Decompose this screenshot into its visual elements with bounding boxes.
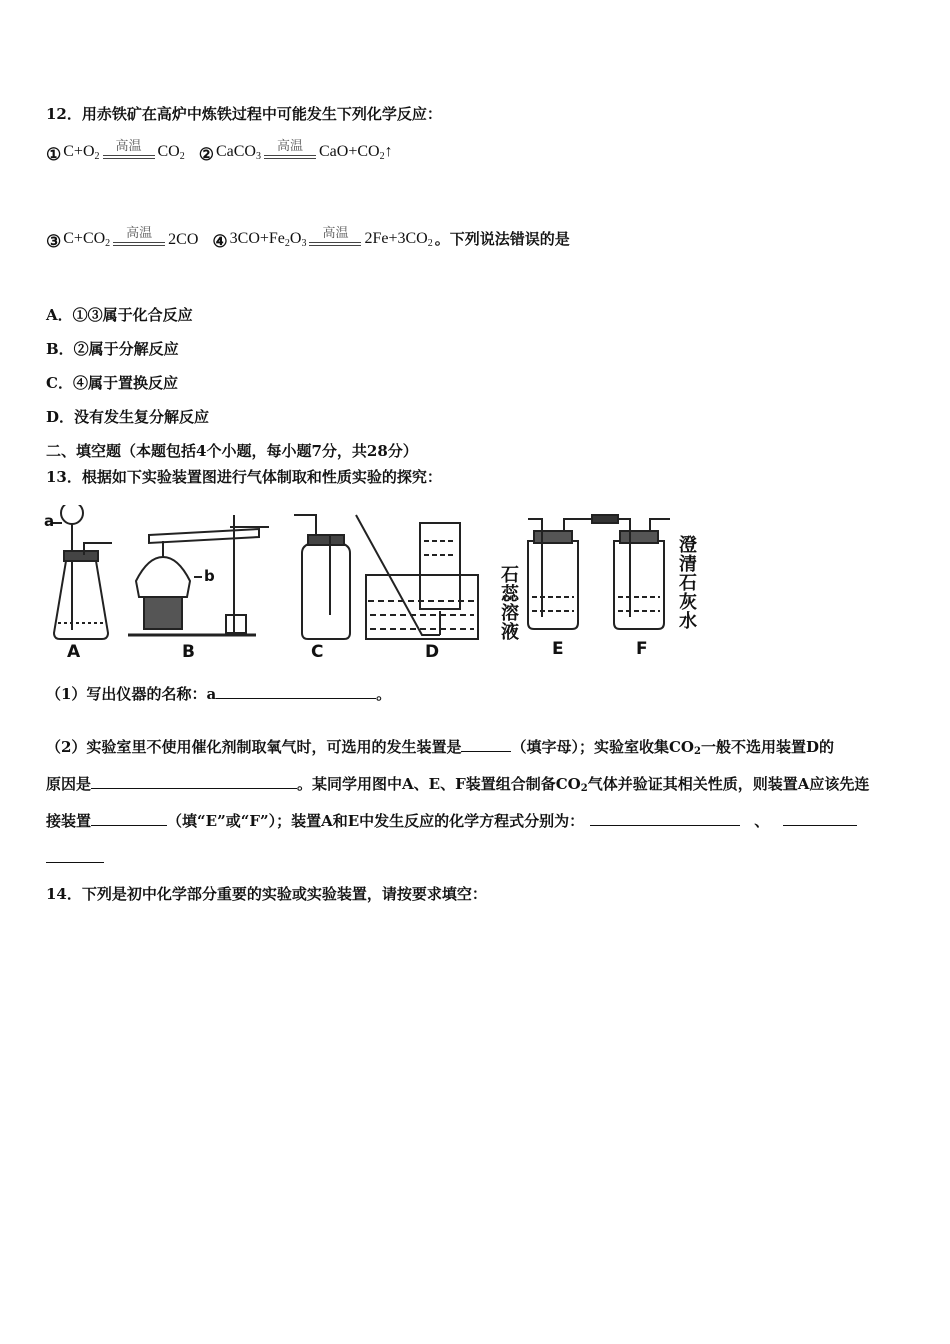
eq2-products: $CaO+CO_2↑$ [318, 143, 393, 162]
q13-stem: 13．根据如下实验装置图进行气体制取和性质实验的探究： [46, 468, 442, 486]
eq3-reactants: $C+CO_2$ [63, 230, 111, 249]
label-apparatus-f: F [636, 639, 648, 659]
eq2-condition: 高温 [264, 140, 316, 159]
eq4-products: $2Fe+3CO_2$ [364, 230, 433, 249]
eq4-condition: 高温 [309, 227, 361, 246]
blank-instrument-a[interactable] [216, 684, 376, 699]
option-a: A．①③属于化合反应 [46, 306, 193, 324]
label-instrument-b: b [204, 567, 215, 585]
q13-sub2-line1: （2）实验室里不使用催化剂制取氧气时，可选用的发生装置是 （填字母）；实验室收集CO2一般不选用装置D的 [46, 738, 834, 757]
blank-equation-a[interactable] [590, 811, 740, 826]
eq3-condition: 高温 [113, 227, 165, 246]
option-d: D．没有发生复分解反应 [46, 408, 210, 426]
label-instrument-a: a [44, 512, 55, 530]
label-apparatus-d: D [425, 642, 440, 662]
section2-title: 二、填空题（本题包括4个小题，每小题7分，共28分） [46, 442, 418, 460]
apparatus-figure [44, 505, 700, 663]
label-apparatus-c: C [311, 642, 324, 662]
blank-equation-e-continued[interactable] [46, 848, 104, 863]
eq3-number: ③ [46, 232, 62, 252]
q12-question: 。下列说法错误的是 [434, 230, 570, 248]
q12-stem: 12．用赤铁矿在高炉中炼铁过程中可能发生下列化学反应： [46, 105, 442, 123]
q14-stem: 14．下列是初中化学部分重要的实验或实验装置，请按要求填空： [46, 885, 487, 903]
eq1-condition: 高温 [103, 140, 155, 159]
q13-sub2-line4 [46, 848, 104, 867]
q13-sub2-line2: 原因是 。某同学用图中A、E、F装置组合制备CO2气体并验证其相关性质，则装置A应该先连 [46, 775, 870, 794]
label-apparatus-e: E [552, 639, 564, 659]
blank-reason[interactable] [91, 774, 297, 789]
apparatus-diagram [44, 505, 700, 663]
eq2-reactants: CaCO$_3$ [215, 143, 261, 162]
eq1-number: ① [46, 145, 62, 165]
equation-row-2 [46, 226, 570, 252]
label-apparatus-a: A [67, 642, 81, 662]
eq3-products: 2CO [168, 231, 199, 248]
eq1-products: $CO_2$ [157, 143, 185, 162]
eq4-reactants: $3CO+Fe_2O_3$ [229, 230, 307, 249]
q13-sub2-line3: 接装置 （填“E”或“F”）；装置A和E中发生反应的化学方程式分别为： 、 [46, 810, 857, 831]
eq4-number: ④ [212, 232, 228, 252]
option-b: B．②属于分解反应 [46, 340, 179, 358]
eq2-number: ② [198, 145, 214, 165]
limewater-label: 澄清石灰水 [676, 535, 697, 630]
litmus-solution-label: 石蕊溶液 [498, 565, 519, 641]
q13-sub1: （1）写出仪器的名称：a 。 [46, 685, 392, 703]
label-apparatus-b: B [182, 642, 195, 662]
option-c: C．④属于置换反应 [46, 374, 178, 392]
blank-connect[interactable] [91, 811, 167, 826]
gas-arrow-icon: ↑ [384, 143, 393, 160]
equation-row-1 [46, 139, 393, 165]
blank-equation-e[interactable] [783, 811, 857, 826]
eq1-reactants: $C+O_2$ [63, 143, 100, 162]
blank-generator[interactable] [461, 737, 511, 752]
